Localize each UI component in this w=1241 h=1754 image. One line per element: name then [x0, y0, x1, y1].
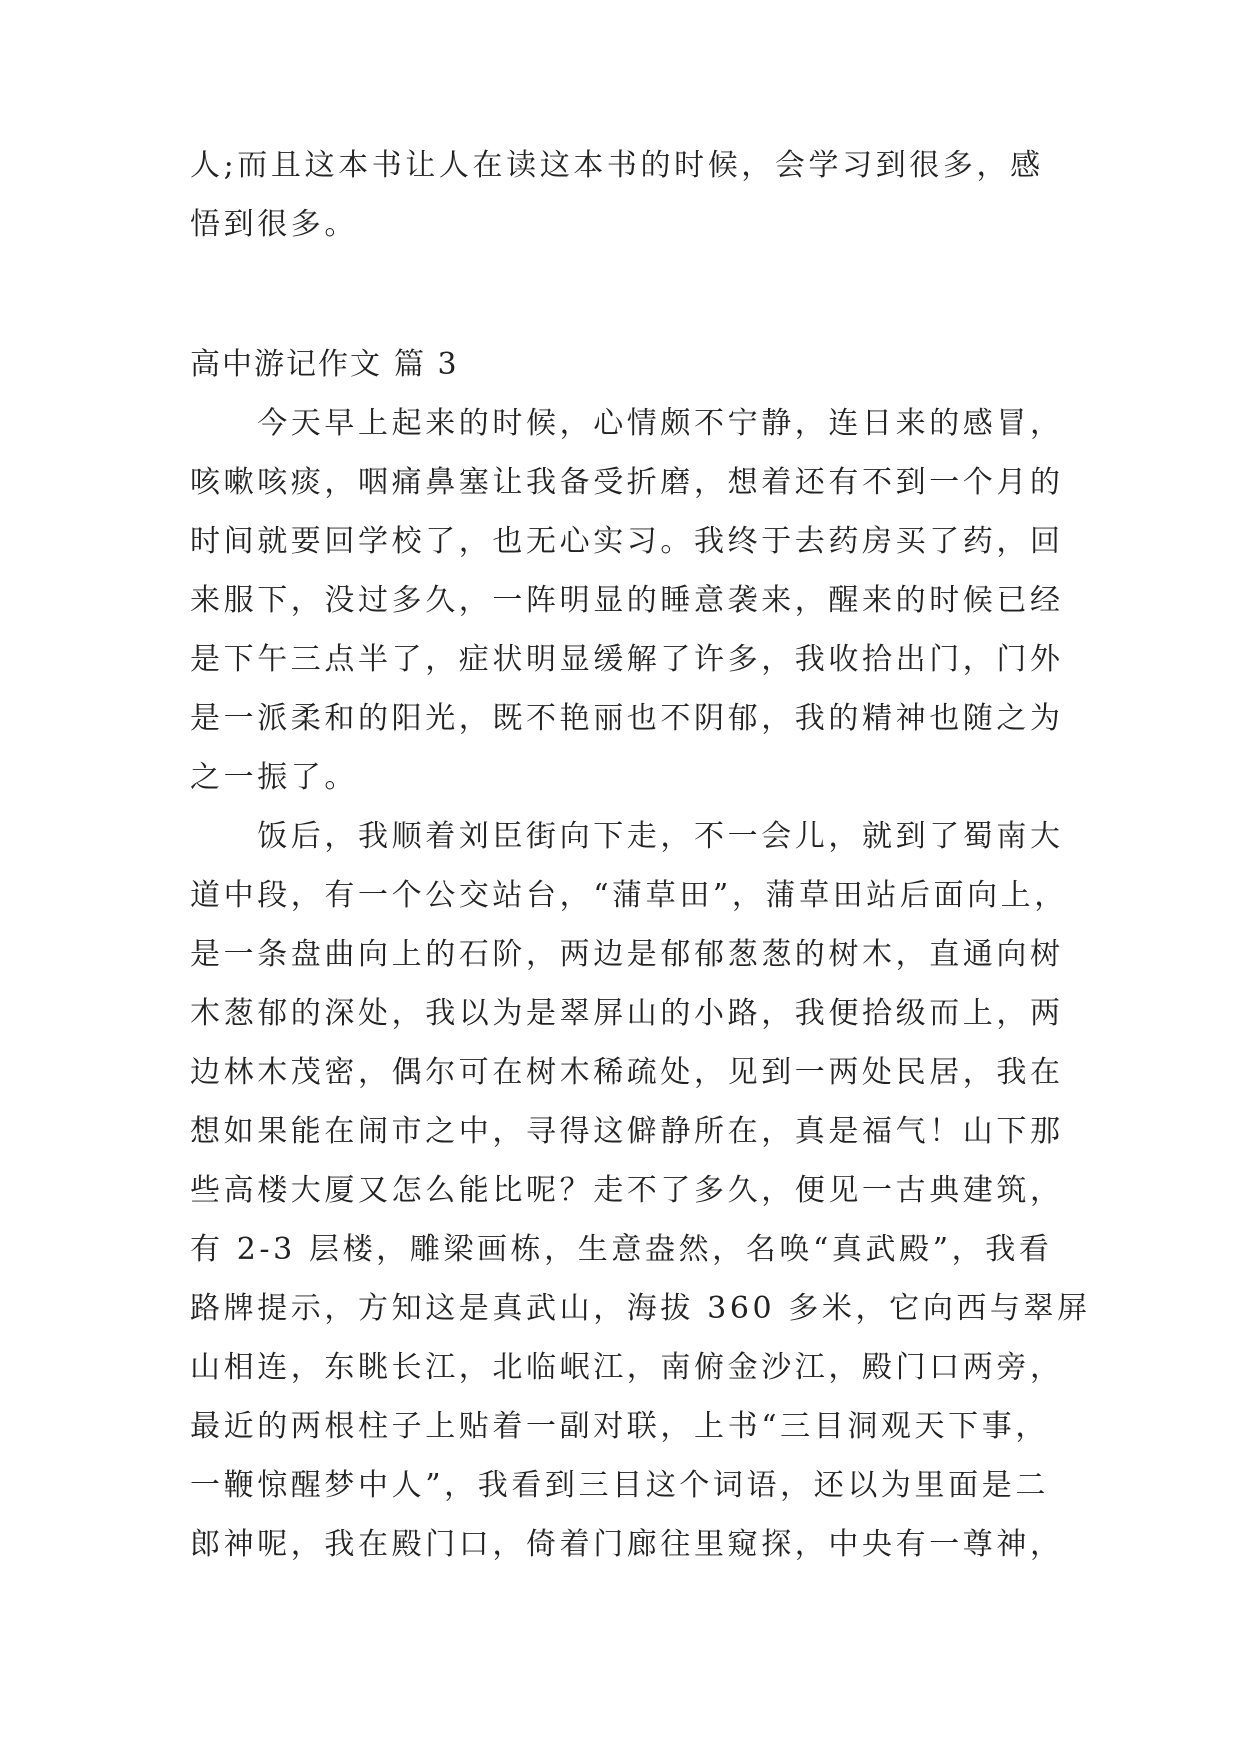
text-line: 路牌提示，方知这是真武山，海拔 360 多米，它向西与翠屏 — [190, 1291, 1091, 1326]
intro-paragraph — [190, 136, 1070, 254]
text-line: 山相连，东眺长江，北临岷江，南俯金沙江，殿门口两旁， — [190, 1350, 1064, 1385]
text-line: 是下午三点半了，症状明显缓解了许多，我收拾出门，门外 — [190, 642, 1064, 677]
text-line: 是一条盘曲向上的石阶，两边是郁郁葱葱的树木，直通向树 — [190, 937, 1064, 972]
text-line: 最近的两根柱子上贴着一副对联，上书“三目洞观天下事， — [190, 1409, 1049, 1444]
text-line: 郎神呢，我在殿门口，倚着门廊往里窥探，中央有一尊神， — [190, 1527, 1064, 1562]
text-line: 有 2-3 层楼，雕梁画栋，生意盎然，名唤“真武殿”，我看 — [190, 1232, 1053, 1267]
text-line: 咳嗽咳痰，咽痛鼻塞让我备受折磨，想着还有不到一个月的 — [190, 465, 1064, 500]
text-line: 人;而且这本书让人在读这本书的时候，会学习到很多，感 — [190, 148, 1044, 183]
text-line: 今天早上起来的时候，心情颇不宁静，连日来的感冒， — [190, 406, 1064, 441]
text-line: 之一振了。 — [190, 760, 358, 795]
text-line: 时间就要回学校了，也无心实习。我终于去药房买了药，回 — [190, 524, 1064, 559]
text-line: 悟到很多。 — [190, 207, 358, 242]
text-line: 道中段，有一个公交站台，“蒲草田”，蒲草田站后面向上， — [190, 878, 1068, 913]
text-line: 想如果能在闹市之中，寻得这僻静所在，真是福气！山下那 — [190, 1114, 1064, 1149]
text-line: 是一派柔和的阳光，既不艳丽也不阴郁，我的精神也随之为 — [190, 701, 1064, 736]
section-heading — [190, 335, 459, 394]
section-title: 高中游记作文 — [190, 347, 382, 382]
text-line: 一鞭惊醒梦中人”，我看到三目这个词语，还以为里面是二 — [190, 1468, 1049, 1503]
body-text — [190, 394, 1091, 1574]
text-line: 木葱郁的深处，我以为是翠屏山的小路，我便拾级而上，两 — [190, 996, 1064, 1031]
text-line: 边林木茂密，偶尔可在树木稀疏处，见到一两处民居，我在 — [190, 1055, 1064, 1090]
text-line: 来服下，没过多久，一阵明显的睡意袭来，醒来的时候已经 — [190, 583, 1064, 618]
text-line: 些高楼大厦又怎么能比呢？走不了多久，便见一古典建筑， — [190, 1173, 1064, 1208]
section-number: 篇 3 — [394, 347, 459, 382]
text-line: 饭后，我顺着刘臣街向下走，不一会儿，就到了蜀南大 — [190, 819, 1064, 854]
